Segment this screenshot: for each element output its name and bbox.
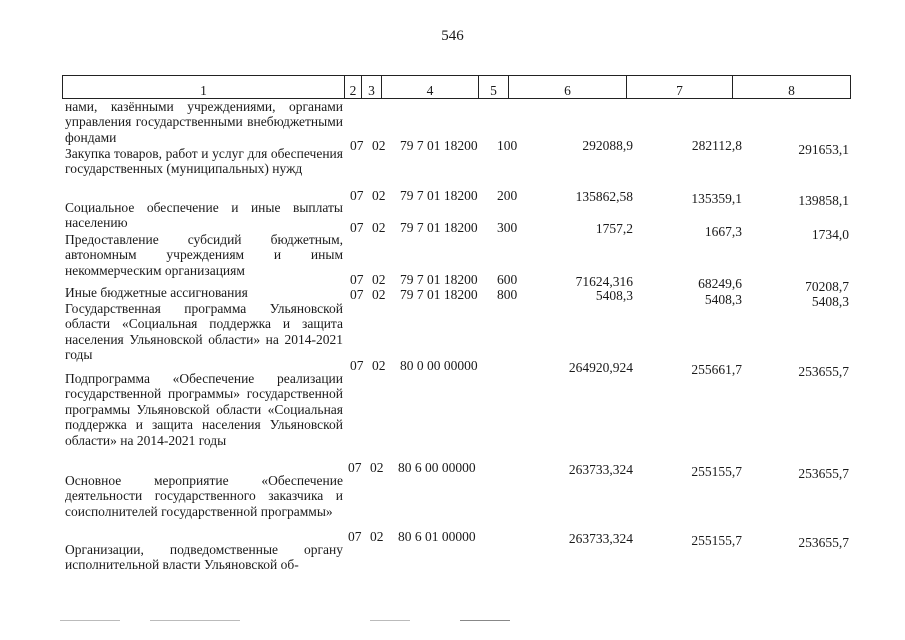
- row-section: 07: [348, 460, 362, 475]
- header-col-8: 8: [788, 83, 795, 98]
- row-expense-type: 800: [497, 287, 518, 302]
- row-target-code: 79 7 01 18200: [400, 272, 478, 287]
- row-expense-type: 200: [497, 188, 518, 203]
- row-value-col7: 255155,7: [691, 533, 742, 548]
- row-subsection: 02: [372, 138, 386, 153]
- row-value-col6: 71624,316: [575, 274, 633, 289]
- table-header: [62, 75, 851, 99]
- row-subsection: 02: [372, 287, 386, 302]
- row-expense-type: 100: [497, 138, 518, 153]
- row-value-col7: 135359,1: [691, 191, 742, 206]
- page-number: 546: [441, 28, 464, 44]
- row-value-col6: 5408,3: [595, 288, 633, 303]
- row-value-col6: 263733,324: [568, 531, 633, 546]
- row-value-col8: 253655,7: [798, 535, 849, 550]
- row-section: 07: [350, 138, 364, 153]
- row-subsection: 02: [372, 358, 386, 373]
- row-name: Закупка товаров, работ и услуг для обеспечения государственных (муниципальных) нужд: [65, 146, 343, 177]
- header-col-7: 7: [627, 76, 733, 98]
- row-name: Предоставление субсидий бюджетным, автономным учреждениям и иным некоммерческим организациям: [65, 232, 343, 278]
- row-target-code: 79 7 01 18200: [400, 188, 478, 203]
- row-value-col8: 253655,7: [798, 364, 849, 379]
- row-value-col7: 1667,3: [704, 224, 742, 239]
- row-target-code: 80 0 00 00000: [400, 358, 478, 373]
- row-name: нами, казёнными учреждениями, органами управления государственными внебюджетными фондами: [65, 99, 343, 145]
- row-subsection: 02: [372, 188, 386, 203]
- row-value-col8: 5408,3: [811, 294, 849, 309]
- row-name: Социальное обеспечение и иные выплаты населению: [65, 200, 343, 231]
- row-name: Государственная программа Ульяновской области «Социальная поддержка и защита населения Ульяновской области» на 2014-2021 годы: [65, 301, 343, 363]
- header-col-6: 6: [509, 76, 627, 98]
- row-value-col8: 291653,1: [798, 142, 849, 157]
- row-subsection: 02: [372, 220, 386, 235]
- row-section: 07: [350, 287, 364, 302]
- row-value-col7: 282112,8: [691, 138, 742, 153]
- row-target-code: 80 6 00 00000: [398, 460, 476, 475]
- row-expense-type: 600: [497, 272, 518, 287]
- row-value-col7: 255155,7: [691, 464, 742, 479]
- row-section: 07: [350, 188, 364, 203]
- row-target-code: 79 7 01 18200: [400, 287, 478, 302]
- scan-artifact-line: [40, 620, 860, 626]
- row-value-col8: 253655,7: [798, 466, 849, 481]
- header-col-2: 2: [345, 76, 362, 98]
- header-col-3: 3: [362, 76, 382, 98]
- row-section: 07: [350, 358, 364, 373]
- row-section: 07: [350, 272, 364, 287]
- row-target-code: 80 6 01 00000: [398, 529, 476, 544]
- row-value-col6: 292088,9: [582, 138, 633, 153]
- row-value-col7: 5408,3: [704, 292, 742, 307]
- row-expense-type: 300: [497, 220, 518, 235]
- row-value-col6: 135862,58: [575, 189, 633, 204]
- row-subsection: 02: [370, 460, 384, 475]
- row-section: 07: [350, 220, 364, 235]
- header-col-1: 1: [63, 76, 345, 98]
- header-col-4: 4: [382, 76, 479, 98]
- header-col-5: 5: [479, 76, 509, 98]
- row-value-col8: 70208,7: [805, 279, 849, 294]
- row-value-col8: 1734,0: [811, 227, 849, 242]
- row-target-code: 79 7 01 18200: [400, 220, 478, 235]
- row-value-col7: 68249,6: [698, 276, 742, 291]
- row-value-col6: 263733,324: [568, 462, 633, 477]
- row-subsection: 02: [372, 272, 386, 287]
- row-value-col6: 264920,924: [568, 360, 633, 375]
- row-name: Основное мероприятие «Обеспечение деятельности государственного заказчика и соисполнителей государственной программы»: [65, 473, 343, 519]
- row-value-col7: 255661,7: [691, 362, 742, 377]
- row-section: 07: [348, 529, 362, 544]
- row-name: Организации, подведомственные органу исполнительной власти Ульяновской об-: [65, 542, 343, 573]
- row-value-col6: 1757,2: [595, 221, 633, 236]
- row-name: Подпрограмма «Обеспечение реализации государственной программы» государственной программы Ульяновской области «Социальная поддержка и защита населения Ульяновской области» на 2014-2021 годы: [65, 371, 343, 448]
- row-value-col8: 139858,1: [798, 193, 849, 208]
- row-name: Иные бюджетные ассигнования: [65, 285, 248, 300]
- row-target-code: 79 7 01 18200: [400, 138, 478, 153]
- row-subsection: 02: [370, 529, 384, 544]
